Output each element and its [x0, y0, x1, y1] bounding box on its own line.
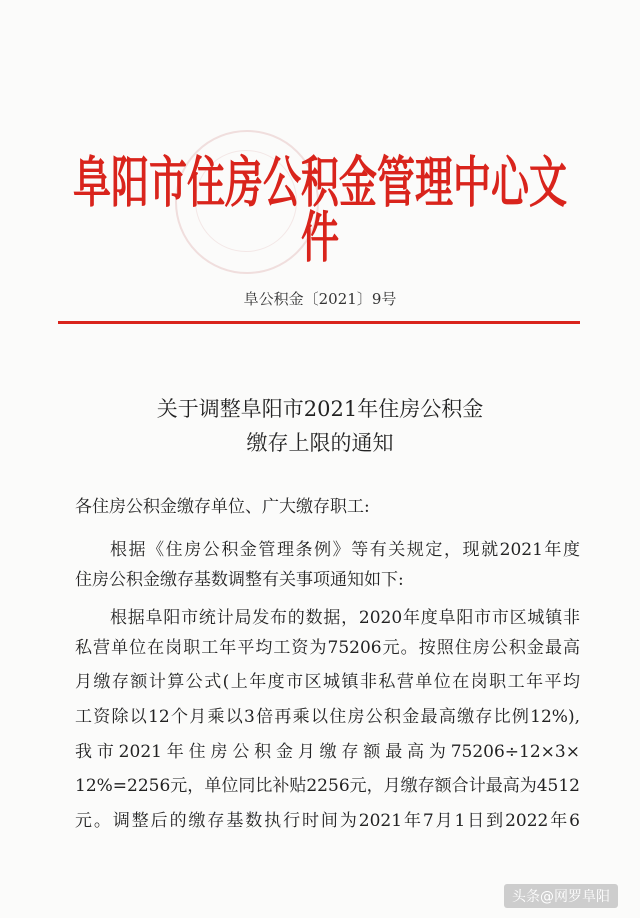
body-line: 根据《住房公积金管理条例》等有关规定，现就2021年度	[110, 540, 580, 560]
document-number: 阜公积金〔2021〕9号	[243, 290, 397, 308]
notice-title-line-1: 关于调整阜阳市2021年住房公积金	[156, 397, 484, 421]
body-line: 月缴存额计算公式(上年度市区城镇非私营单位在岗职工年平均	[75, 672, 580, 692]
source-watermark: 头条@网罗阜阳	[504, 884, 618, 908]
body-line: 工资除以12个月乘以3倍再乘以住房公积金最高缴存比例12%),	[75, 707, 580, 727]
body-line: 住房公积金缴存基数调整有关事项通知如下:	[75, 570, 404, 590]
red-divider-line	[58, 321, 580, 324]
body-line: 根据阜阳市统计局发布的数据，2020年度阜阳市市区城镇非	[110, 608, 580, 628]
body-line: 元。调整后的缴存基数执行时间为2021年7月1日到2022年6	[75, 811, 580, 831]
body-line: 12%=2256元，单位同比补贴2256元，月缴存额合计最高为4512	[75, 776, 580, 796]
notice-title-line-2: 缴存上限的通知	[246, 431, 394, 455]
body-line: 我市2021年住房公积金月缴存额最高为75206÷12×3×	[75, 742, 580, 762]
body-line: 私营单位在岗职工年平均工资为75206元。按照住房公积金最高	[75, 638, 580, 658]
salutation: 各住房公积金缴存单位、广大缴存职工:	[75, 497, 370, 517]
document-header-title: 阜阳市住房公积金管理中心文件	[72, 150, 567, 270]
